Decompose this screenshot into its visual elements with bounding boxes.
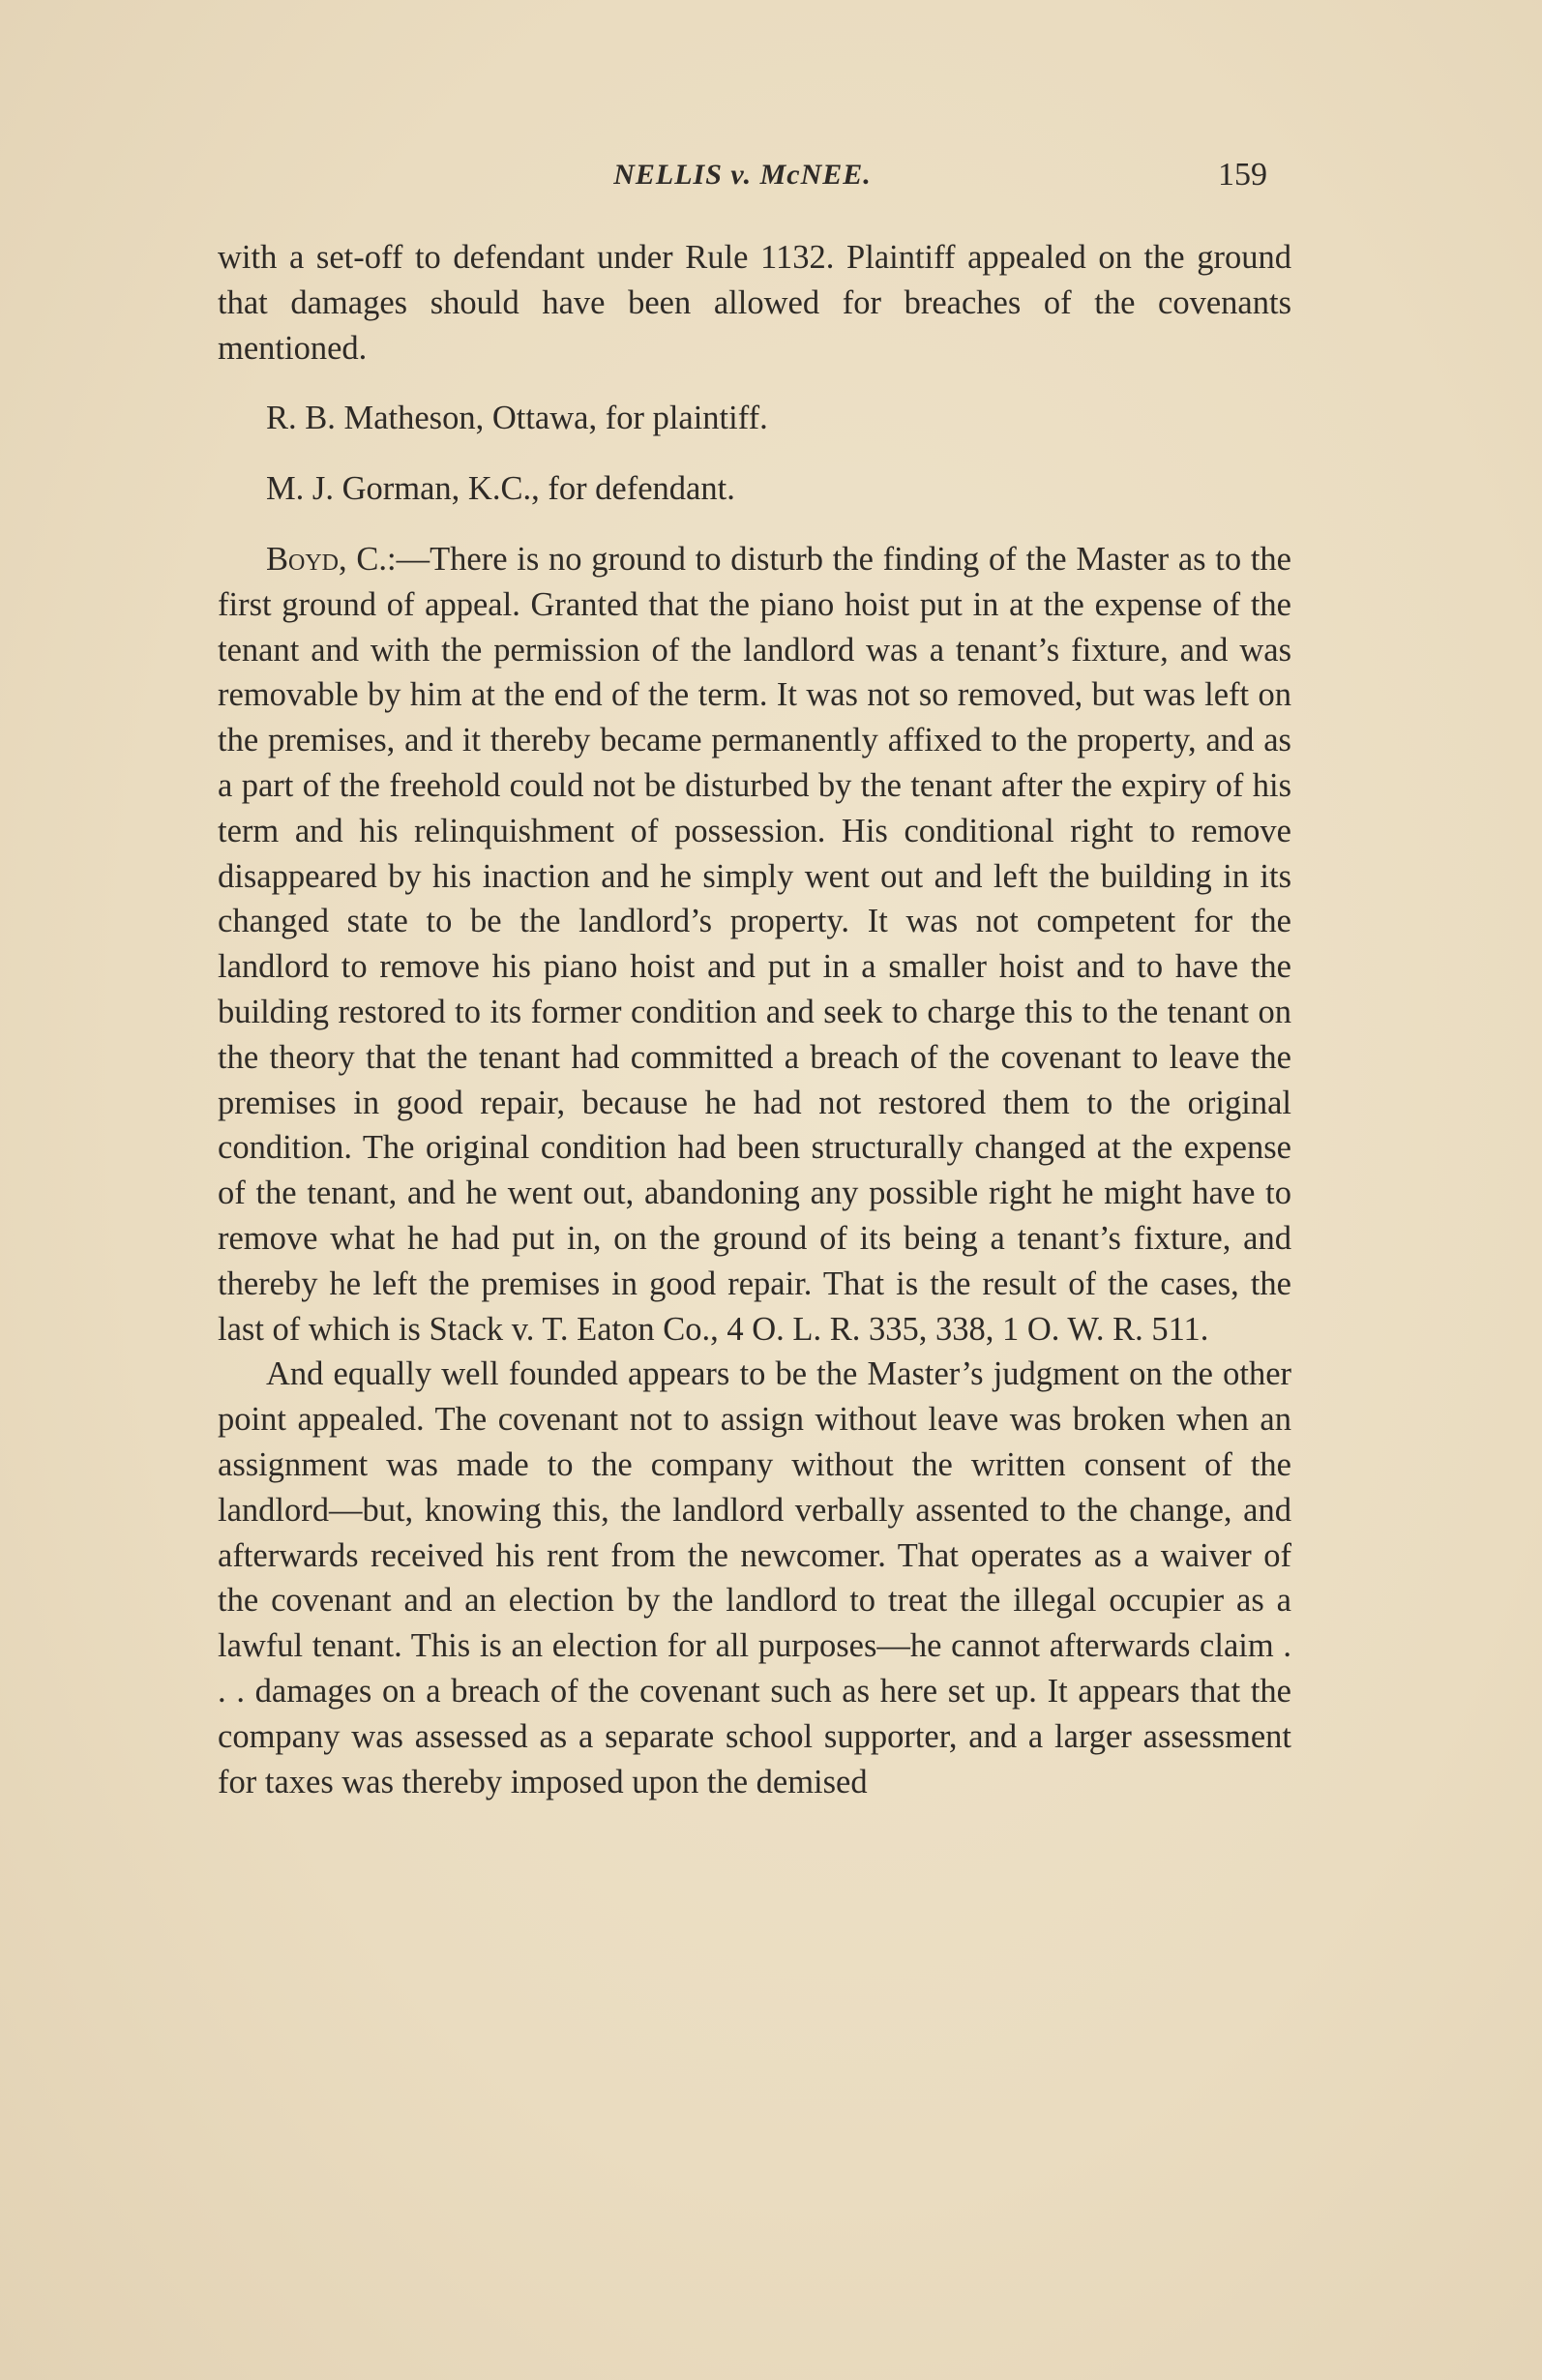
judge-name: Boyd, C. [266,540,387,578]
counsel-plaintiff: R. B. Matheson, Ottawa, for plaintiff. [266,400,768,437]
judgment-text: :—There is no ground to disturb the finding of the Master as to the first ground of appeal. Granted that the piano hoist put in at the expense of the tenant and with the permission of the landlord was a tenant’s fixture, and was removable by him at the end of the term. It was not so removed, but was left on the premises, and it thereby became permanently affixed to the property, and as a part of the freehold could not be disturbed by the tenant after the expiry of his term and his relinquishment of possession. His conditional right to remove disappeared by his inaction and he simply went out and left the building in its changed state to be the landlord’s property. It was not competent for the landlord to remove his piano hoist and put in a smaller hoist and to have the building restored to its former condition and seek to charge this to the tenant on the theory that the tenant had committed a breach of the covenant to leave the premises in good repair, because he had not restored them to the original condition. The original condition had been structurally changed at the expense of the tenant, and he went out, abandoning any possible right he might have to remove what he had put in, on the ground of its being a tenant’s fixture, and thereby he left the premises in good repair. That is the result of the cases, the last of which is Stack v. T. Eaton Co., 4 O. L. R. 335, 338, 1 O. W. R. 511. [218,540,1291,1348]
body-text [218,235,1291,1804]
page-header [218,153,1267,201]
page-number: 159 [1218,157,1267,193]
judgment-paragraph [218,537,1291,1352]
second-paragraph: And equally well founded appears to be the Master’s judgment on the other point appealed. The covenant not to assign without leave was broken when an assignment was made to the company without the written consent of the landlord—but, knowing this, the landlord verbally assented to the change, and afterwards received his rent from the newcomer. That operates as a waiver of the covenant and an election by the landlord to treat the illegal occupier as a lawful tenant. This is an election for all purposes—he cannot afterwards claim . . . damages on a breach of the covenant such as here set up. It appears that the company was assessed as a separate school supporter, and a larger assessment for taxes was thereby imposed upon the demised [218,1355,1291,1800]
counsel-defendant: M. J. Gorman, K.C., for defendant. [266,470,735,508]
intro-paragraph: with a set-off to defendant under Rule 1132. Plaintiff appealed on the ground that damages should have been allowed for breaches of the covenants mentioned. [218,239,1291,367]
running-title: NELLIS v. McNEE. [613,159,872,191]
